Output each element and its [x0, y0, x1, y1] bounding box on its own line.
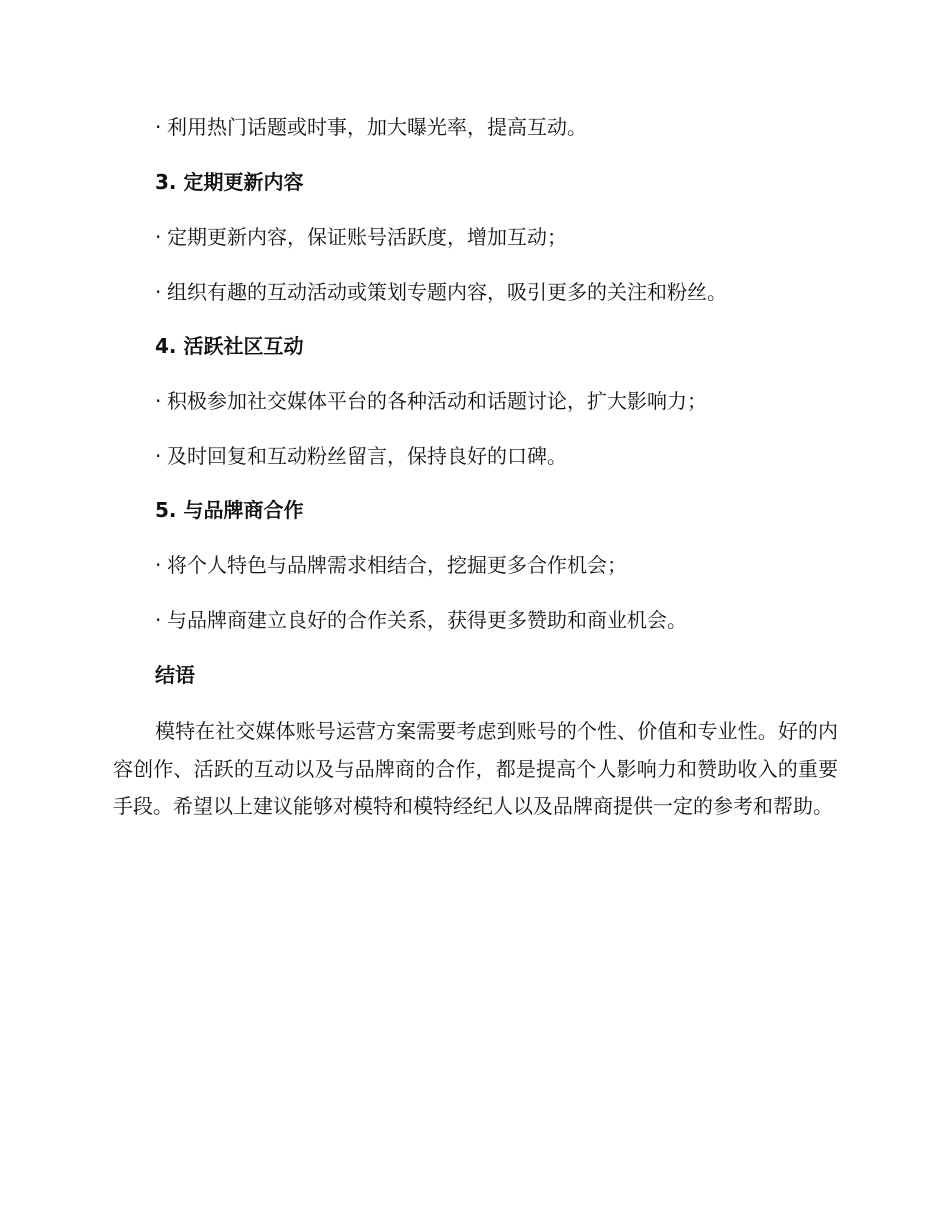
conclusion-paragraph: 模特在社交媒体账号运营方案需要考虑到账号的个性、价值和专业性。好的内容创作、活跃的互动以及与品牌商的合作，都是提高个人影响力和赞助收入的重要手段。希望以上建议能够对模特和模特经纪人以及品牌商提供一定的参考和帮助。 [113, 719, 838, 818]
bullet-marker: · [155, 389, 162, 413]
list-item [155, 551, 627, 579]
list-item-text: 及时回复和互动粉丝留言，保持良好的口碑。 [167, 444, 567, 468]
list-item [155, 113, 587, 141]
section-heading-4: 4. 活跃社区互动 [155, 334, 304, 358]
bullet-marker: · [155, 115, 162, 139]
list-item-text: 利用热门话题或时事，加大曝光率，提高互动。 [167, 115, 587, 139]
bullet-marker: · [155, 280, 162, 304]
list-item [155, 442, 567, 470]
bullet-marker: · [155, 444, 162, 468]
bullet-marker: · [155, 553, 162, 577]
list-item [155, 387, 707, 415]
section-heading-3: 3. 定期更新内容 [155, 170, 304, 194]
list-item-text: 与品牌商建立良好的合作关系，获得更多赞助和商业机会。 [167, 608, 687, 632]
list-item-text: 定期更新内容，保证账号活跃度，增加互动； [167, 225, 567, 249]
list-item-text: 组织有趣的互动活动或策划专题内容，吸引更多的关注和粉丝。 [167, 280, 727, 304]
bullet-marker: · [155, 225, 162, 249]
conclusion-heading: 结语 [155, 663, 195, 687]
list-item [155, 278, 727, 306]
section-heading-5: 5. 与品牌商合作 [155, 498, 304, 522]
bullet-marker: · [155, 608, 162, 632]
list-item [155, 606, 687, 634]
list-item-text: 将个人特色与品牌需求相结合，挖掘更多合作机会； [167, 553, 627, 577]
list-item [155, 223, 567, 251]
list-item-text: 积极参加社交媒体平台的各种活动和话题讨论，扩大影响力； [167, 389, 707, 413]
